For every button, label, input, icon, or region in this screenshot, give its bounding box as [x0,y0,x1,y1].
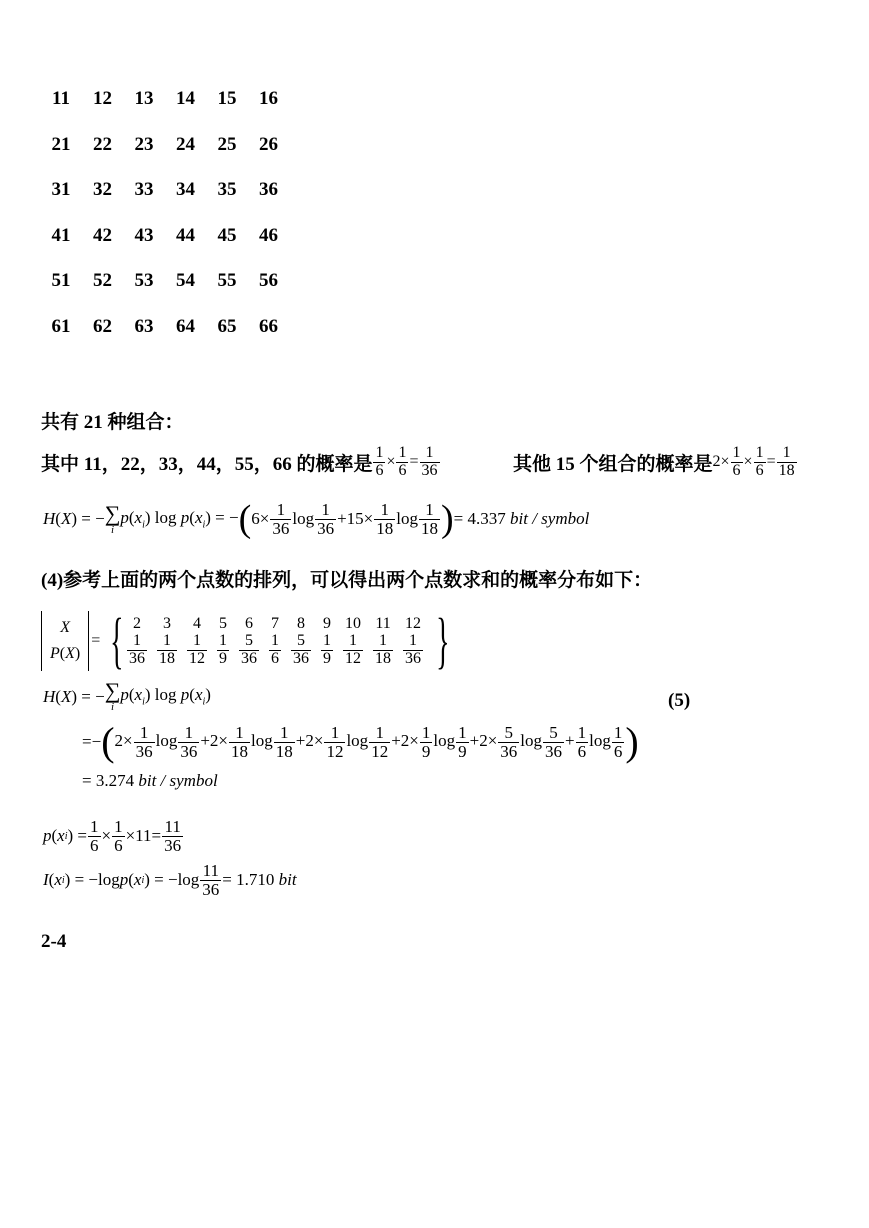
grid-cell: 53 [134,270,154,291]
grid-cell: 24 [176,133,195,155]
grid-cell: 35 [217,179,237,200]
grid-cell: 62 [93,315,112,337]
p-value: $\frac{1}{12}$ [189,631,206,667]
sum-term: + $\frac{1}{6}$ log $\frac{1}{6}$ [565,722,623,761]
entropy-1-result: = 4.337 [453,509,506,528]
p-value: $\frac{5}{36}$ [293,631,310,667]
x-value: 5 [219,614,228,632]
self-information-unit: bit [278,870,297,890]
x-value: 6 [245,614,254,632]
entropy-formula-1: H ( X ) = − ∑ i $p(x_i)$ $\log p(x_i)$ = − ( 6× $\frac{1}{36}$ log $\frac{1}{36}$ +15× $\frac{1}{18}$ log $\frac{1}{18}$ ) = 4.337 bit / symbol [43,498,590,540]
grid-cell: 15 [217,88,237,109]
other-pairs-line [513,442,798,482]
grid-cell: 22 [93,133,112,155]
entropy-formula-2-result: = 3.274 bit / symbol [82,771,218,790]
grid-cell: 23 [134,133,154,155]
grid-cell: 41 [51,224,71,246]
equation-number: (5) [668,690,691,711]
grid-cell: 25 [217,133,237,155]
sum-term: +2× $\frac{1}{18}$ log $\frac{1}{18}$ [200,722,293,761]
grid-cell: 33 [134,179,154,200]
sum-term: 2× $\frac{1}{36}$ log $\frac{1}{36}$ [114,722,198,761]
grid-cell: 46 [259,224,278,246]
equal-pairs-text: 其中 11，22，33，44，55，66 的概率是 [41,453,373,475]
sum-term: +2× $\frac{5}{36}$ log $\frac{5}{36}$ [469,722,563,761]
sum-terms [115,724,626,761]
p-value: $\frac{1}{18}$ [159,631,176,667]
grid-cell: 45 [217,224,237,246]
grid-cell: 65 [217,315,237,337]
sum-term: +2× $\frac{1}{9}$ log $\frac{1}{9}$ [391,722,467,761]
grid-cell: 12 [93,88,112,109]
probability-formula: p ( x i ) = $\frac{1}{6}$ × $\frac{1}{6}$ ×11= $\frac{11}{36}$ [43,817,182,855]
p-value: $\frac{1}{36}$ [129,631,146,667]
section-4-heading: (4)参考上面的两个点数的排列，可以得出两个点数求和的概率分布如下： [41,570,653,591]
grid-cell: 56 [259,270,278,291]
equal-pairs-probability: $\frac{1}{6}$ × $\frac{1}{6}$ = $\frac{1}{36}$ [375,443,438,479]
distribution-matrix: X P(X) = { 2 3 4 5 6 7 8 9 10 11 12 $\frac{1}{36}$ $\frac{1}{18}$ $\frac{1}{12}$ $\frac{1}{9}$ $\frac{5}{36}$ $\frac{1}{6}$ $\frac{5}{36}$ $\frac{1}{9}$ $\frac{1}{12}$ $\frac{1}{18}$ $\frac{1}{36}$ } [41,610,458,672]
other-pairs-text: 其他 15 个组合的概率是 [513,453,713,475]
x-value: 2 [133,614,142,632]
entropy-formula-2-head: H ( X ) = − ∑ i $p(x_i)$ $\log p(x_i)$ [43,678,211,713]
grid-cell: 31 [51,179,71,200]
grid-cell: 32 [93,179,112,200]
x-value: 7 [271,614,280,632]
sum-term: +2× $\frac{1}{12}$ log $\frac{1}{12}$ [295,722,389,761]
p-value: $\frac{1}{18}$ [375,631,392,667]
section-2-4: 2-4 [41,931,67,952]
grid-cell: 44 [176,224,195,246]
p-value: $\frac{1}{9}$ [219,631,228,667]
p-value: $\frac{5}{36}$ [241,631,258,667]
other-pairs-probability: 2× $\frac{1}{6}$ × $\frac{1}{6}$ = $\frac{1}{18}$ [712,443,795,479]
grid-cell: 64 [176,315,195,337]
grid-cell: 13 [134,88,154,109]
grid-cell: 55 [217,270,237,291]
grid-cell: 51 [51,270,71,291]
x-value: 8 [297,614,306,632]
x-value: 3 [163,614,172,632]
distribution-table [122,615,428,668]
grid-cell: 36 [259,179,278,200]
grid-cell: 21 [51,133,71,155]
x-value: 11 [375,614,391,632]
x-value: 12 [405,614,422,632]
entropy-formula-2-sum: =− ( 2× $\frac{1}{36}$ log $\frac{1}{36}$ +2× $\frac{1}{18}$ log $\frac{1}{18}$ +2× $\frac{1}{12}$ log $\frac{1}{12}$ +2× $\frac{1}{9}$ log $\frac{1}{9}$ +2× $\frac{5}{36}$ log $\frac{5}{36}$ + $\frac{1}{6}$ log $\frac{1}{6}$ ) [82,719,639,764]
grid-cell: 61 [51,315,71,337]
p-value: $\frac{1}{12}$ [345,631,362,667]
grid-cell: 34 [176,179,195,200]
grid-cell: 16 [259,88,278,109]
grid-cell: 63 [134,315,154,337]
grid-cell: 26 [259,133,278,155]
grid-cell: 42 [93,224,112,246]
x-value: 9 [323,614,332,632]
grid-cell: 43 [134,224,154,246]
x-value: 4 [193,614,202,632]
p-value: $\frac{1}{6}$ [271,631,280,667]
combinations-count: 共有 21 种组合： [41,412,184,433]
entropy-1-unit: bit / symbol [510,509,590,528]
p-value: $\frac{1}{9}$ [323,631,332,667]
grid-cell: 11 [52,88,70,109]
p-value: $\frac{1}{36}$ [405,631,422,667]
grid-cell: 66 [259,315,278,337]
grid-cell: 54 [176,270,195,291]
self-information-formula: I ( x i ) = −log p ( x i ) = −log $\frac{11}{36}$ = 1.710 bit [43,861,297,899]
x-value: 10 [345,614,362,632]
grid-cell: 14 [176,88,195,109]
self-information-result: = 1.710 [222,870,275,890]
grid-cell: 52 [93,270,112,291]
probability-line [41,442,441,482]
